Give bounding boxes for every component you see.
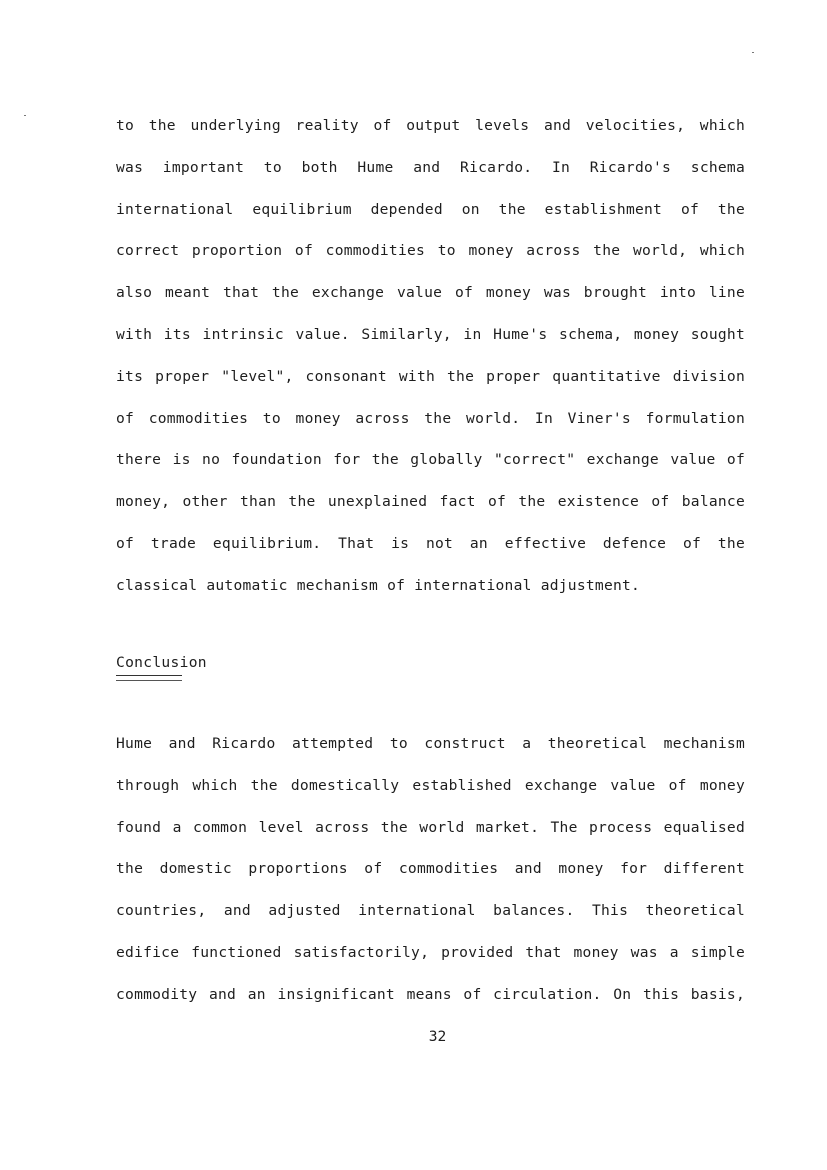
scan-speck <box>24 115 26 116</box>
scan-speck <box>752 52 754 53</box>
text-line: classical automatic mechanism of international adjustment. <box>116 576 641 594</box>
text-line: to the underlying reality of output levels and velocities, which <box>116 117 745 134</box>
text-line: correct proportion of commodities to money across the world, which <box>116 242 745 260</box>
text-line: through which the domestically established exchange value of money <box>116 776 745 794</box>
text-line: of trade equilibrium. That is not an effective defence of the <box>116 534 745 552</box>
text-line: also meant that the exchange value of money was brought into line <box>116 284 745 302</box>
text-line: international equilibrium depended on the establishment of the <box>116 200 745 218</box>
text-line: of commodities to money across the world. In Viner's formulation <box>116 409 745 427</box>
text-line: its proper "level", consonant with the proper quantitative division <box>116 367 745 385</box>
text-line: countries, and adjusted international balances. This theoretical <box>116 902 745 920</box>
section-heading: Conclusion <box>116 654 207 671</box>
text-line: there is no foundation for the globally "correct" exchange value of <box>116 451 745 469</box>
body-paragraph <box>116 105 745 607</box>
heading-underline <box>116 675 182 681</box>
text-line: Hume and Ricardo attempted to construct a theoretical mechanism <box>116 735 745 752</box>
text-line: was important to both Hume and Ricardo. In Ricardo's schema <box>116 158 745 176</box>
text-line: money, other than the unexplained fact of the existence of balance <box>116 493 745 511</box>
body-paragraph <box>116 723 745 1016</box>
text-line: the domestic proportions of commodities and money for different <box>116 860 745 878</box>
text-line: edifice functioned satisfactorily, provided that money was a simple <box>116 943 745 961</box>
text-line: with its intrinsic value. Similarly, in Hume's schema, money sought <box>116 325 745 343</box>
text-line: commodity and an insignificant means of circulation. On this basis, <box>116 985 745 1003</box>
page-number: 32 <box>428 1028 447 1045</box>
text-line: found a common level across the world market. The process equalised <box>116 818 745 836</box>
